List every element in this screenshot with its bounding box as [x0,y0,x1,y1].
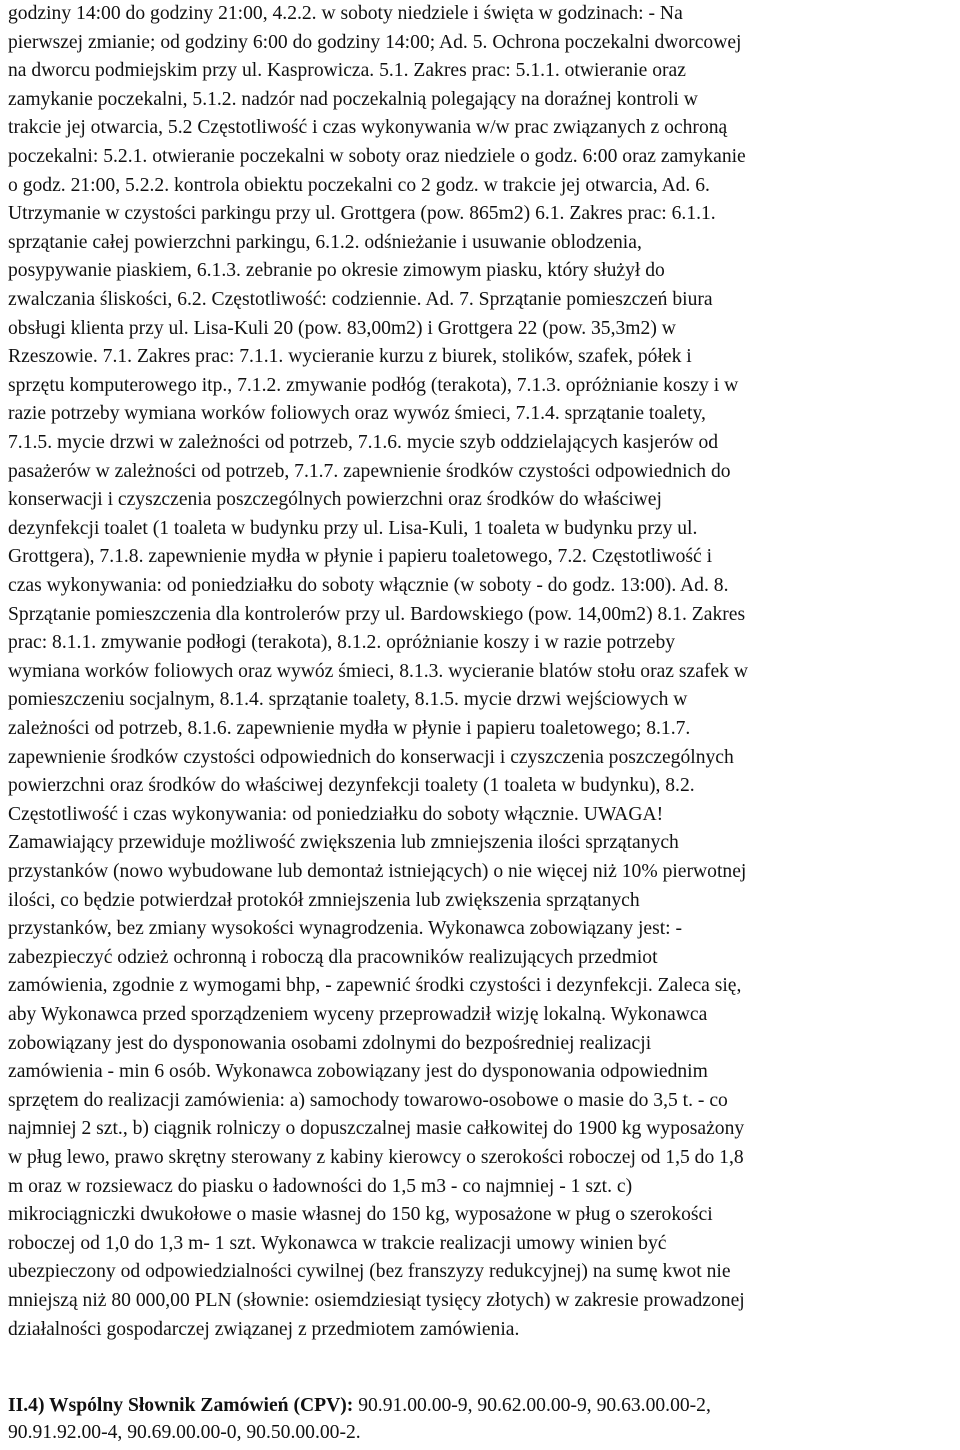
cpv-line-1 [8,1392,711,1420]
body-line: w pług lewo, prawo skrętny sterowany z kabiny kierowcy o szerokości roboczej od 1,5 do 1,8 [8,1147,744,1168]
body-line: mikrociągniczki dwukołowe o masie własnej do 150 kg, wyposażone w pług o szerokości [8,1204,713,1226]
body-line: sprzątanie całej powierzchni parkingu, 6.1.2. odśnieżanie i usuwanie oblodzenia, [8,231,642,253]
body-line: zamówienia, zgodnie z wymogami bhp, - zapewnić środki czystości i dezynfekcji. Zaleca się, [8,975,742,997]
body-line: roboczej od 1,0 do 1,3 m- 1 szt. Wykonawca w trakcie realizacji umowy winien być [8,1232,667,1254]
body-line: ubezpieczony od odpowiedzialności cywilnej (bez franszyzy redukcyjnej) na sumę kwot nie [8,1261,731,1283]
body-line: zamówienia - min 6 osób. Wykonawca zobowiązany jest do dysponowania odpowiednim [8,1061,708,1083]
body-line: sprzętem do realizacji zamówienia: a) samochody towarowo-osobowe o masie do 3,5 t. - co [8,1089,728,1111]
body-line: Grottgera), 7.1.8. zapewnienie mydła w płynie i papieru toaletowego, 7.2. Częstotliwość i [8,546,713,568]
body-line: obsługi klienta przy ul. Lisa-Kuli 20 (pow. 83,00m2) i Grottgera 22 (pow. 35,3m2) w [8,317,676,339]
body-line: pierwszej zmianie; od godziny 6:00 do godziny 14:00; Ad. 5. Ochrona poczekalni dworcowej [8,31,742,53]
body-line: przystanków, bez zmiany wysokości wynagrodzenia. Wykonawca zobowiązany jest: - [8,918,683,940]
body-line: poczekalni: 5.2.1. otwieranie poczekalni w soboty oraz niedziele o godz. 6:00 oraz zamykanie [8,146,746,167]
body-line: godziny 14:00 do godziny 21:00, 4.2.2. w soboty niedziele i święta w godzinach: - Na [8,3,683,24]
body-line: wymiana worków foliowych oraz wywóz śmieci, 8.1.3. wycieranie blatów stołu oraz szafek w [8,660,748,682]
body-line: czas wykonywania: od poniedziałku do soboty włącznie (w soboty - do godz. 13:00). Ad. 8. [8,575,729,596]
body-line: aby Wykonawca przed sporządzeniem wyceny przeprowadził wizję lokalną. Wykonawca [8,1004,708,1025]
body-line: zapewnienie środków czystości odpowiednich do konserwacji i czyszczenia poszczególnych [8,746,734,768]
body-line: Rzeszowie. 7.1. Zakres prac: 7.1.1. wycieranie kurzu z biurek, stolików, szafek, półek i [8,346,692,368]
body-line: zależności od potrzeb, 8.1.6. zapewnienie mydła w płynie i papieru toaletowego; 8.1.7. [8,718,691,739]
body-line: mniejszą niż 80 000,00 PLN (słownie: osiemdziesiąt tysięcy złotych) w zakresie prowadzonej [8,1290,745,1311]
body-line: razie potrzeby wymiana worków foliowych oraz wywóz śmieci, 7.1.4. sprzątanie toalety, [8,403,706,425]
body-line: dezynfekcji toalet (1 toaleta w budynku przy ul. Lisa-Kuli, 1 toaleta w budynku przy ul. [8,517,698,539]
body-line: konserwacji i czyszczenia poszczególnych powierzchni oraz środków do właściwej [8,489,662,511]
cpv-heading: II.4) Wspólny Słownik Zamówień (CPV): [8,1395,354,1416]
body-line: działalności gospodarczej związanej z przedmiotem zamówienia. [8,1318,520,1340]
cpv-line-2 [8,1419,361,1447]
body-line: sprzętu komputerowego itp., 7.1.2. zmywanie podłóg (terakota), 7.1.3. opróżnianie koszy i w [8,374,739,396]
body-line: zabezpieczyć odzież ochronną i roboczą dla pracowników realizujących przedmiot [8,946,658,968]
body-line: Utrzymanie w czystości parkingu przy ul. Grottgera (pow. 865m2) 6.1. Zakres prac: 6.1.1. [8,203,716,225]
body-line: 7.1.5. mycie drzwi w zależności od potrzeb, 7.1.6. mycie szyb oddzielających kasjerów od [8,432,719,453]
body-line: m oraz w rozsiewacz do piasku o ładowności do 1,5 m3 - co najmniej - 1 szt. c) [8,1175,633,1197]
body-line: powierzchni oraz środków do właściwej dezynfekcji toalety (1 toaleta w budynku), 8.2. [8,775,695,797]
body-line: na dworcu podmiejskim przy ul. Kasprowicza. 5.1. Zakres prac: 5.1.1. otwieranie oraz [8,60,686,82]
cpv-codes-1: 90.91.00.00-9, 90.62.00.00-9, 90.63.00.00-2, [353,1395,711,1416]
body-line: Sprzątanie pomieszczenia dla kontrolerów przy ul. Bardowskiego (pow. 14,00m2) 8.1. Zakres [8,603,746,625]
body-line: prac: 8.1.1. zmywanie podłogi (terakota), 8.1.2. opróżnianie koszy i w razie potrzeby [8,632,676,654]
body-line: Częstotliwość i czas wykonywania: od poniedziałku do soboty włącznie. UWAGA! [8,803,664,825]
body-line: pomieszczeniu socjalnym, 8.1.4. sprzątanie toalety, 8.1.5. mycie drzwi wejściowych w [8,689,688,711]
body-line: zwalczania śliskości, 6.2. Częstotliwość: codziennie. Ad. 7. Sprzątanie pomieszczeń biura [8,289,713,310]
body-line: zamykanie poczekalni, 5.1.2. nadzór nad poczekalnią polegający na doraźnej kontroli w [8,88,698,110]
cpv-codes-2: 90.91.92.00-4, 90.69.00.00-0, 90.50.00.00-2. [8,1422,361,1443]
body-line: zobowiązany jest do dysponowania osobami zdolnymi do bezpośredniej realizacji [8,1032,652,1054]
body-line: trakcie jej otwarcia, 5.2 Częstotliwość i czas wykonywania w/w prac związanych z ochroną [8,117,728,139]
body-line: najmniej 2 szt., b) ciągnik rolniczy o dopuszczalnej masie całkowitej do 1900 kg wyposażony [8,1118,745,1140]
body-line: przystanków (nowo wybudowane lub demontaż istniejących) o nie więcej niż 10% pierwotnej [8,861,747,882]
body-line: pasażerów w zależności od potrzeb, 7.1.7. zapewnienie środków czystości odpowiednich do [8,460,731,482]
body-line: posypywanie piaskiem, 6.1.3. zebranie po okresie zimowym piasku, który służył do [8,260,665,282]
body-line: Zamawiający przewiduje możliwość zwiększenia lub zmniejszenia ilości sprzątanych [8,832,679,854]
body-line: ilości, co będzie potwierdzał protokół zmniejszenia lub zwiększenia sprzątanych [8,889,640,911]
body-line: o godz. 21:00, 5.2.2. kontrola obiektu poczekalni co 2 godz. w trakcie jej otwarcia, Ad. 6. [8,174,710,196]
